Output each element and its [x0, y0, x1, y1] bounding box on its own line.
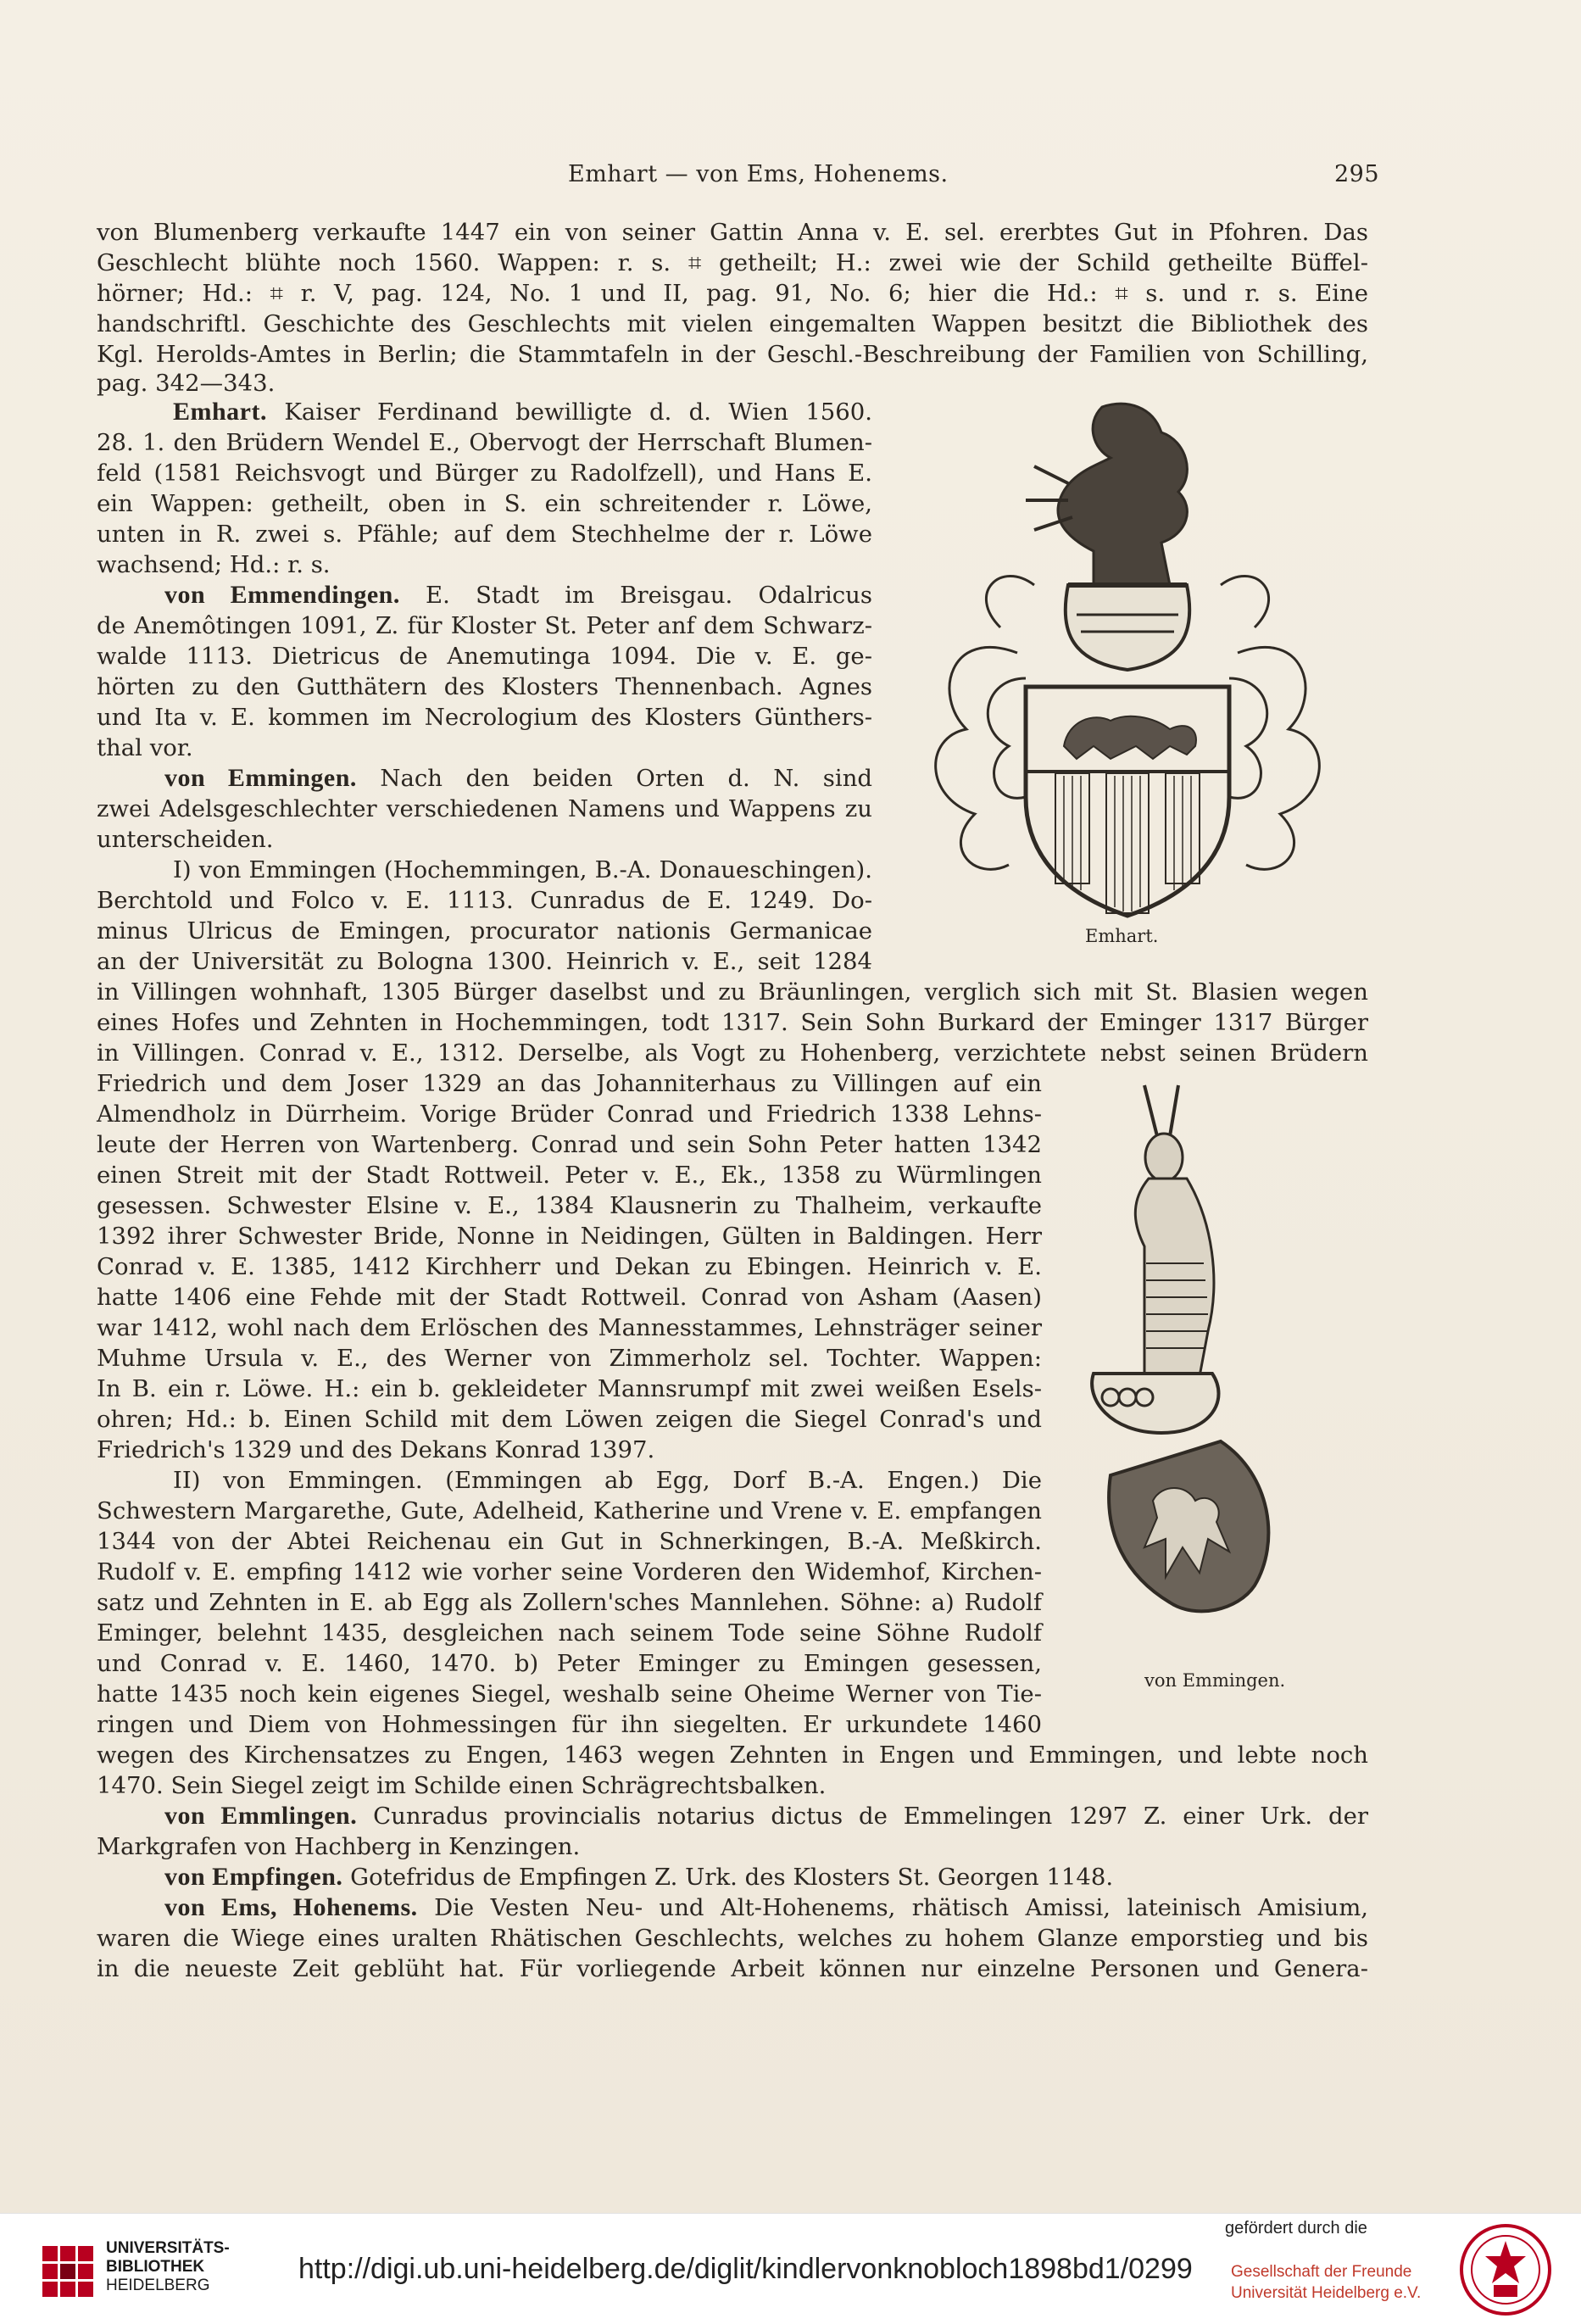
text-line: hatte 1406 eine Fehde mit der Stadt Rottweil. Conrad von Asham (Aasen): [97, 1284, 1042, 1311]
text-line: 1470. Sein Siegel zeigt im Schilde einen Schrägrechtsbalken.: [97, 1772, 827, 1799]
text-line: hatte 1435 noch kein eigenes Siegel, weshalb seine Oheime Werner von Tie-: [97, 1680, 1042, 1708]
text-line: Eminger, belehnt 1435, desgleichen nach seinem Tode seine Söhne Rudolf: [97, 1619, 1042, 1647]
helmet: [1092, 1374, 1218, 1433]
permalink-url[interactable]: http://digi.ub.uni-heidelberg.de/diglit/kindlervonknobloch1898bd1/0299: [298, 2253, 1193, 2285]
text-line: minus Ulricus de Emingen, procurator nationis Germanicae: [97, 917, 872, 945]
text-line: thal vor.: [97, 734, 193, 761]
running-header: [0, 161, 1581, 195]
supported-by-label: gefördert durch die: [1225, 2219, 1367, 2238]
page-number: 295: [1334, 161, 1380, 187]
text-line: Conrad v. E. 1385, 1412 Kirchherr und Dekan zu Ebingen. Heinrich v. E.: [97, 1253, 1042, 1280]
footer-bar: [0, 2213, 1581, 2324]
text-line: in die neueste Zeit geblüht hat. Für vorliegende Arbeit können nur einzelne Personen und Genera-: [97, 1955, 1368, 1982]
text-line: 28. 1. den Brüdern Wendel E., Obervogt der Herrschaft Blumen-: [97, 429, 872, 456]
figure-caption: von Emmingen.: [1144, 1670, 1286, 1691]
entry-heading: von Ems, Hohenems.: [164, 1893, 418, 1921]
text-line: eines Hofes und Zehnten in Hochemmingen, todt 1317. Sein Sohn Burkard der Eminger 1317 Bürger: [97, 1009, 1368, 1036]
text-line: II) von Emmingen. (Emmingen ab Egg, Dorf B.-A. Engen.) Die: [173, 1467, 1042, 1494]
entry-emmingen: von Emmingen. Nach den beiden Orten d. N. sind: [164, 764, 873, 792]
shield: [1109, 1441, 1268, 1611]
text-line: satz und Zehnten in E. ab Egg als Zollern'sches Mannlehen. Söhne: a) Rudolf: [97, 1589, 1042, 1616]
text-line: in Villingen. Conrad v. E., 1312. Derselbe, als Vogt zu Hohenberg, verzichtete nebst seinen Brüdern: [97, 1039, 1368, 1067]
text-line: ohren; Hd.: b. Einen Schild mit dem Löwen zeigen die Siegel Conrad's und: [97, 1406, 1042, 1433]
emmingen-coat-of-arms: [1060, 1077, 1314, 1619]
text-line: Markgrafen von Hachberg in Kenzingen.: [97, 1833, 581, 1860]
text-line: Muhme Ursula v. E., des Werner von Zimmerholz sel. Tochter. Wappen:: [97, 1345, 1042, 1372]
text-line: Friedrich und dem Joser 1329 an das Johanniterhaus zu Villingen auf ein: [97, 1070, 1042, 1097]
text-line: Rudolf v. E. empfing 1412 wie vorher seine Vorderen den Widemhof, Kirchen-: [97, 1558, 1042, 1586]
entry-emmendingen: von Emmendingen. E. Stadt im Breisgau. Odalricus: [164, 581, 872, 609]
figure-caption: Emhart.: [1085, 926, 1159, 946]
text-line: war 1412, wohl nach dem Erlöschen des Mannesstammes, Lehnsträger seiner: [97, 1314, 1042, 1341]
text-line: feld (1581 Reichsvogt und Bürger zu Radolfzell), und Hans E.: [97, 460, 872, 487]
sponsor-name: Gesellschaft der Freunde Universität Heidelberg e.V.: [1231, 2263, 1422, 2302]
text-line: pag. 342—343.: [97, 370, 276, 397]
crest-figure: [1135, 1085, 1214, 1399]
entry-ems: von Ems, Hohenems. Die Vesten Neu- und Alt-Hohenems, rhätisch Amissi, lateinisch Amisium,: [164, 1893, 1369, 1921]
text-line: Friedrich's 1329 und des Dekans Konrad 1397.: [97, 1436, 655, 1463]
text-line: an der Universität zu Bologna 1300. Heinrich v. E., seit 1284: [97, 948, 872, 975]
text-line: und Conrad v. E. 1460, 1470. b) Peter Eminger zu Emingen gesessen,: [97, 1650, 1042, 1677]
text-line: in Villingen wohnhaft, 1305 Bürger daselbst und zu Bräunlingen, verglich sich mit St. Blasien wegen: [97, 978, 1368, 1006]
text-line: walde 1113. Dietricus de Anemutinga 1094. Die v. E. ge-: [97, 643, 872, 670]
text-line: de Anemôtingen 1091, Z. für Kloster St. Peter anf dem Schwarz-: [97, 612, 872, 639]
text-line: hörten zu den Gutthätern des Klosters Thennenbach. Agnes: [97, 673, 872, 700]
text-line: I) von Emmingen (Hochemmingen, B.-A. Donaueschingen).: [173, 856, 872, 883]
text-line: waren die Wiege eines uralten Rhätischen Geschlechts, welches zu hohem Glanze emporstieg und bis: [97, 1925, 1368, 1952]
entry-heading: von Emmlingen.: [164, 1802, 358, 1830]
text-line: von Blumenberg verkaufte 1447 ein von seiner Gattin Anna v. E. sel. ererbtes Gut in Pfohren. Das: [97, 219, 1368, 246]
text-line: ringen und Diem von Hohmessingen für ihn siegelten. Er urkundete 1460: [97, 1711, 1042, 1738]
helmet: [1066, 585, 1190, 670]
text-line: unten in R. zwei s. Pfähle; auf dem Stechhelme der r. Löwe: [97, 521, 872, 548]
text-line: einen Streit mit der Stadt Rottweil. Peter v. E., Ek., 1358 zu Würmlingen: [97, 1162, 1042, 1189]
entry-emmlingen: von Emmlingen. Cunradus provincialis notarius dictus de Emmelingen 1297 Z. einer Urk. der: [164, 1802, 1369, 1830]
entry-heading: von Emmingen.: [164, 764, 357, 792]
text-line: Kgl. Herolds-Amtes in Berlin; die Stammtafeln in der Geschl.-Beschreibung der Familien von Schilling,: [97, 341, 1368, 368]
university-seal-icon: [1458, 2222, 1553, 2317]
library-name: UNIVERSITÄTS- BIBLIOTHEK HEIDELBERG: [106, 2239, 230, 2294]
text-line: handschriftl. Geschichte des Geschlechts mit vielen eingemalten Wappen besitzt die Bibliothek des: [97, 310, 1368, 337]
text-line: hörner; Hd.: ⌗ r. V, pag. 124, No. 1 und II, pag. 91, No. 6; hier die Hd.: ⌗ s. und r. s. Eine: [97, 280, 1368, 307]
text-line: 1344 von der Abtei Reichenau ein Gut in Schnerkingen, B.-A. Meßkirch.: [97, 1528, 1042, 1555]
shield: [1026, 687, 1229, 916]
text-line: leute der Herren von Wartenberg. Conrad und sein Sohn Peter hatten 1342: [97, 1131, 1042, 1158]
text-line: gesessen. Schwester Elsine v. E., 1384 Klausnerin zu Thalheim, verkaufte: [97, 1192, 1042, 1219]
text-line: In B. ein r. Löwe. H.: ein b. gekleideter Mannsrumpf mit zwei weißen Esels-: [97, 1375, 1042, 1402]
entry-heading: Emhart.: [173, 398, 267, 426]
entry-heading: von Empfingen.: [164, 1863, 343, 1891]
text-line: und Ita v. E. kommen im Necrologium des Klosters Günthers-: [97, 704, 872, 731]
text-line: unterscheiden.: [97, 826, 274, 853]
text-line: Almendholz in Dürrheim. Vorige Brüder Conrad und Friedrich 1338 Lehns-: [97, 1101, 1042, 1128]
crest-lion: [1026, 404, 1187, 585]
text-line: zwei Adelsgeschlechter verschiedenen Namens und Wappens zu: [97, 795, 872, 822]
text-line: wegen des Kirchensatzes zu Engen, 1463 wegen Zehnten in Engen und Emmingen, und lebte noch: [97, 1742, 1368, 1769]
entry-heading: von Emmendingen.: [164, 581, 400, 609]
entry-emhart: Emhart. Kaiser Ferdinand bewilligte d. d. Wien 1560.: [173, 398, 872, 426]
text-line: ein Wappen: getheilt, oben in S. ein schreitender r. Löwe,: [97, 490, 872, 517]
text-line: Geschlecht blühte noch 1560. Wappen: r. s. ⌗ getheilt; H.: zwei wie der Schild getheilte Büffel-: [97, 249, 1368, 276]
text-line: wachsend; Hd.: r. s.: [97, 551, 331, 578]
text-line: Schwestern Margarethe, Gute, Adelheid, Katherine und Vrene v. E. empfangen: [97, 1497, 1042, 1524]
library-logo-icon: [42, 2246, 93, 2297]
entry-empfingen: von Empfingen. Gotefridus de Empfingen Z. Urk. des Klosters St. Georgen 1148.: [164, 1863, 1114, 1891]
text-line: Berchtold und Folco v. E. 1113. Cunradus de E. 1249. Do-: [97, 887, 872, 914]
page-title: Emhart — von Ems, Hohenems.: [568, 161, 949, 187]
text-line: 1392 ihrer Schwester Bride, Nonne in Neidingen, Gülten in Baldingen. Herr: [97, 1223, 1042, 1250]
emhart-coat-of-arms: [899, 373, 1356, 933]
